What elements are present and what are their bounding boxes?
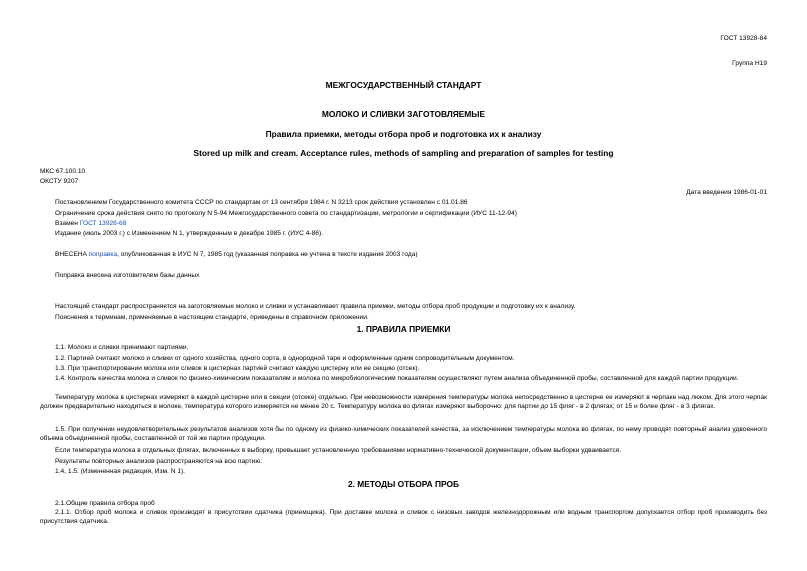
clause-1-2: 1.2. Партией считают молоко и сливки от одного хозяйства, одного сорта, в однородной таре и оформленные одним сопроводительным документом. <box>55 355 515 362</box>
clause-1-4-temperature: Температуру молока в цистернах измеряют в каждой цистерне или в секции (отсеке) отдельно. При невозможности измерения температуры молока непосредственно в цистерне ее измеряют в черпаке над люком. Для этого черпак должен предварительно находиться в молоке, температура которого измеряется не менее 20 с. Температуру молока во флягах измеряют выборочно: для партии до 15 фляг - в 2 флягах; от 15 и более фляг - в 3 флягах. <box>40 394 767 410</box>
restriction-text: Ограничение срока действия снято по протоколу N 5-94 Межгосударственного совета по стандартизации, метрологии и сертификации (ИУС 11-12-94) <box>55 210 517 217</box>
group-code: Группа Н19 <box>732 60 767 67</box>
replaced-standard-link[interactable]: ГОСТ 13928-68 <box>79 220 127 227</box>
section-2-heading: 2. МЕТОДЫ ОТБОРА ПРОБ <box>347 479 460 489</box>
clause-1-3: 1.3. При транспортировании молока или сливок в цистернах партией считают каждую цистерну или ее секцию (отсек). <box>55 365 420 372</box>
interstate-standard-title: МЕЖГОСУДАРСТВЕННЫЙ СТАНДАРТ <box>325 80 482 90</box>
amendment-note: Поправка внесена изготовителем базы данных <box>55 272 200 279</box>
gost-number: ГОСТ 13928-84 <box>720 35 767 42</box>
intro-date: Дата введения 1986-01-01 <box>686 189 767 196</box>
clause-2-1: 2.1.Общие правила отбора проб <box>55 500 155 507</box>
section-1-heading: 1. ПРАВИЛА ПРИЕМКИ <box>356 324 451 334</box>
clause-1-5: 1.5. При получении неудовлетворительных результатов анализов хотя бы по одному из физико-химических показателей качества, за исключением температуры молока во флягах, по нему проводят повторный анализ удвоенного объема объединенной пробы, составленной от той же партии продукции. <box>40 426 767 442</box>
okstu-code: ОКСТУ 9207 <box>40 178 79 185</box>
amendment-suffix: , опубликованная в ИУС N 7, 1985 год (указанная поправка не учтена в тексте издания 2003 года) <box>117 251 418 258</box>
amendment-prefix: ВНЕСЕНА <box>55 251 89 258</box>
decree-text: Постановлением Государственного комитета СССР по стандартам от 13 сентября 1984 г. N 3213 срок действия установлен с 01.01.86 <box>55 199 468 206</box>
subtitle-en: Stored up milk and cream. Acceptance rules, methods of sampling and preparation of samples for testing <box>193 148 614 158</box>
amendment-line <box>55 251 418 259</box>
replaces-prefix: Взамен <box>55 220 80 227</box>
main-title: МОЛОКО И СЛИВКИ ЗАГОТОВЛЯЕМЫЕ <box>321 109 486 119</box>
clause-1-5-sample-doubling: Если температура молока в отдельных флягах, включенных в выборку, превышает установленную требованиями нормативно-технической документации, объем выборки удваивается. <box>55 447 622 454</box>
clause-amendment-note: 1.4, 1.5. (Измененная редакция, Изм. N 1). <box>55 468 186 475</box>
clause-1-4: 1.4. Контроль качества молока и сливок по физико-химическим показателям и молока по микробиологическим показателям осуществляют путем анализа объединенной пробы, составленной для каждой партии продукции. <box>55 375 739 382</box>
clause-1-1: 1.1. Молоко и сливки принимают партиями. <box>55 344 189 351</box>
replaces-line <box>55 220 126 228</box>
mks-code: МКС 67.100.10 <box>40 168 86 175</box>
subtitle-ru: Правила приемки, методы отбора проб и подготовка их к анализу <box>265 129 542 139</box>
clause-1-5-results: Результаты повторных анализов распространяются на всю партию. <box>55 458 263 465</box>
terms-note: Пояснения к терминам, применяемые в настоящем стандарте, приведены в справочном приложении. <box>55 314 369 321</box>
edition-text: Издание (июль 2003 г.) с Изменением N 1, утвержденным в декабре 1985 г. (ИУС 4-86). <box>55 230 323 237</box>
clause-2-1-1: 2.1.1. Отбор проб молока и сливок производят в присутствии сдатчика (приемщика). При доставке молока и сливок с низовых заводов железнодорожным или водным транспортом допускается отбор проб производить без присутствия сдатчика. <box>40 509 767 525</box>
scope-text: Настоящий стандарт распространяется на заготовляемые молоко и сливки и устанавливает правила приемки, методы отбора проб продукции и подготовку их к анализу. <box>55 303 576 310</box>
amendment-link[interactable]: поправка <box>88 251 118 258</box>
